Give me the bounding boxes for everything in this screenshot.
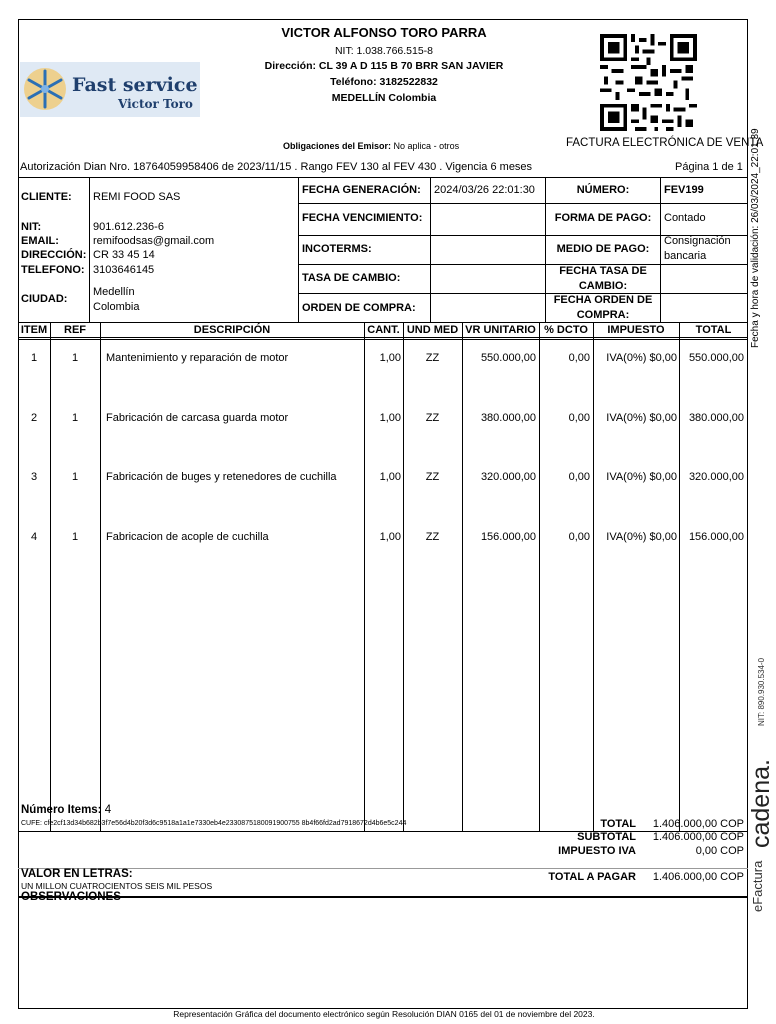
client-value: REMI FOOD SAS: [93, 191, 181, 203]
iva-label: IMPUESTO IVA: [558, 845, 636, 857]
vendor-prefix: eFactura: [750, 860, 765, 912]
vendor-brand: cadena.: [747, 759, 775, 848]
cell-dcto: 0,00: [568, 471, 590, 483]
phone-value: 3103646145: [93, 264, 155, 276]
items-count: [21, 804, 111, 816]
observations-label: OBSERVACIONES: [21, 891, 121, 903]
issuer-phone: Teléfono: 3182522832: [330, 76, 438, 88]
issuer-nit: NIT: 1.038.766.515-8: [334, 45, 434, 57]
gen-date-label: FECHA GENERACIÓN:: [302, 184, 421, 196]
page-number: Página 1 de 1: [675, 161, 743, 173]
total-pay-value: 1.406.000,00 COP: [652, 871, 744, 883]
cell-desc: Fabricacion de acople de cuchilla: [106, 531, 269, 543]
cell-und: ZZ: [425, 531, 440, 543]
payment-method-value-1: Consignación: [664, 235, 731, 247]
issuer-name: VICTOR ALFONSO TORO PARRA: [281, 25, 487, 40]
address-value: CR 33 45 14: [93, 249, 155, 261]
footer-note: Representación Gráfica del documento electrónico según Resolución DIAN 0165 del 01 de noviembre del 2023.: [173, 1009, 595, 1019]
logo-subtext: Victor Toro: [118, 97, 193, 111]
cell-imp: IVA(0%) $0,00: [606, 412, 677, 424]
cell-total: 156.000,00: [688, 531, 744, 543]
col-description: DESCRIPCIÓN: [193, 324, 271, 336]
city-value-2: Colombia: [93, 301, 140, 313]
total-value: 1.406.000,00 COP: [652, 818, 744, 830]
payment-method-value-2: bancaria: [664, 250, 707, 262]
cell-und: ZZ: [425, 471, 440, 483]
nit-value: 901.612.236-6: [93, 221, 164, 233]
cell-total: 320.000,00: [688, 471, 744, 483]
city-label: CIUDAD:: [21, 293, 68, 305]
company-logo: [20, 62, 200, 117]
payment-method-label: MEDIO DE PAGO:: [556, 243, 650, 255]
authorization-text: Autorización Dian Nro. 18764059958406 de 2023/11/15 . Rango FEV 130 al FEV 430 . Vigencia 6 meses: [20, 161, 533, 173]
cell-item: 4: [30, 531, 38, 543]
cell-total: 380.000,00: [688, 412, 744, 424]
cufe-code: CUFE: cfe2cf13d34b682b3f7e56d4b20f3d6c9518a1a1e7330eb4e2330875180091900755 8b4f66fd2ad7918672d4b6e5c244: [21, 820, 407, 827]
logo-text: Fast service: [72, 74, 198, 96]
order-date-label-2: COMPRA:: [576, 309, 630, 321]
col-discount: % DCTO: [544, 324, 588, 336]
order-date-label-1: FECHA ORDEN DE: [553, 294, 653, 306]
col-quantity: CANT.: [367, 324, 400, 336]
document-type: FACTURA ELECTRÓNICA DE VENTA: [566, 137, 764, 149]
cell-und: ZZ: [425, 352, 440, 364]
cell-cant: 1,00: [379, 531, 401, 543]
address-label: DIRECCIÓN:: [21, 249, 87, 261]
cell-cant: 1,00: [379, 352, 401, 364]
number-value: FEV199: [664, 184, 704, 196]
cell-item: 1: [30, 352, 38, 364]
snowflake-icon: [22, 66, 68, 112]
cell-dcto: 0,00: [568, 531, 590, 543]
cell-ref: 1: [71, 531, 79, 543]
col-tax: IMPUESTO: [607, 324, 665, 336]
client-label: CLIENTE:: [21, 191, 72, 203]
validation-timestamp: Fecha y hora de validación: 26/03/2024_22:01:39: [750, 128, 761, 348]
phone-label: TELEFONO:: [21, 264, 85, 276]
iva-value: 0,00 COP: [695, 845, 744, 857]
cell-und: ZZ: [425, 412, 440, 424]
total-pay-label: TOTAL A PAGAR: [548, 871, 636, 883]
obligations: [283, 141, 459, 151]
cell-item: 2: [30, 412, 38, 424]
cell-imp: IVA(0%) $0,00: [606, 531, 677, 543]
obligations-label: Obligaciones del Emisor:: [283, 141, 392, 151]
cell-desc: Fabricación de carcasa guarda motor: [106, 412, 289, 424]
payment-form-label: FORMA DE PAGO:: [554, 212, 652, 224]
col-unit-price: VR UNITARIO: [465, 324, 536, 336]
amount-in-words-value: UN MILLON CUATROCIENTOS SEIS MIL PESOS: [21, 881, 213, 891]
cell-ref: 1: [71, 352, 79, 364]
cell-desc: Fabricación de buges y retenedores de cuchilla: [106, 471, 337, 483]
city-value-1: Medellín: [93, 286, 135, 298]
payment-form-value: Contado: [664, 212, 706, 224]
subtotal-label: SUBTOTAL: [577, 831, 636, 843]
cell-item: 3: [30, 471, 38, 483]
rate-date-label-1: FECHA TASA DE: [559, 265, 647, 277]
vendor-nit: NIT: 890.930.534-0: [757, 657, 766, 726]
issuer-address: Dirección: CL 39 A D 115 B 70 BRR SAN JAVIER: [264, 60, 504, 72]
amount-in-words-label: VALOR EN LETRAS:: [21, 868, 133, 880]
due-date-label: FECHA VENCIMIENTO:: [302, 212, 423, 224]
items-count-value: 4: [104, 804, 112, 816]
cell-desc: Mantenimiento y reparación de motor: [106, 352, 289, 364]
cell-dcto: 0,00: [568, 352, 590, 364]
cell-ref: 1: [71, 412, 79, 424]
incoterms-label: INCOTERMS:: [302, 243, 372, 255]
purchase-order-label: ORDEN DE COMPRA:: [302, 302, 416, 314]
cell-imp: IVA(0%) $0,00: [606, 471, 677, 483]
email-value: remifoodsas@gmail.com: [93, 235, 215, 247]
email-label: EMAIL:: [21, 235, 59, 247]
cell-vr: 156.000,00: [480, 531, 536, 543]
exchange-rate-label: TASA DE CAMBIO:: [302, 272, 401, 284]
obligations-value: No aplica - otros: [393, 141, 460, 151]
cell-ref: 1: [71, 471, 79, 483]
items-count-label: Número Items:: [21, 804, 102, 816]
cell-cant: 1,00: [379, 471, 401, 483]
cell-imp: IVA(0%) $0,00: [606, 352, 677, 364]
gen-date-value: 2024/03/26 22:01:30: [434, 184, 535, 196]
cell-vr: 380.000,00: [480, 412, 536, 424]
cell-vr: 550.000,00: [480, 352, 536, 364]
rate-date-label-2: CAMBIO:: [578, 280, 628, 292]
nit-label: NIT:: [21, 221, 42, 233]
col-unit: UND MED: [406, 324, 459, 336]
cell-cant: 1,00: [379, 412, 401, 424]
col-total: TOTAL: [695, 324, 732, 336]
subtotal-value: 1.406.000,00 COP: [652, 831, 744, 843]
col-ref: REF: [64, 324, 86, 336]
col-item: ITEM: [20, 324, 48, 336]
issuer-city: MEDELLÍN Colombia: [331, 92, 437, 104]
cell-total: 550.000,00: [688, 352, 744, 364]
cell-dcto: 0,00: [568, 412, 590, 424]
total-label: TOTAL: [600, 818, 636, 830]
number-label: NÚMERO:: [576, 184, 630, 196]
qr-code: [600, 34, 697, 131]
cell-vr: 320.000,00: [480, 471, 536, 483]
